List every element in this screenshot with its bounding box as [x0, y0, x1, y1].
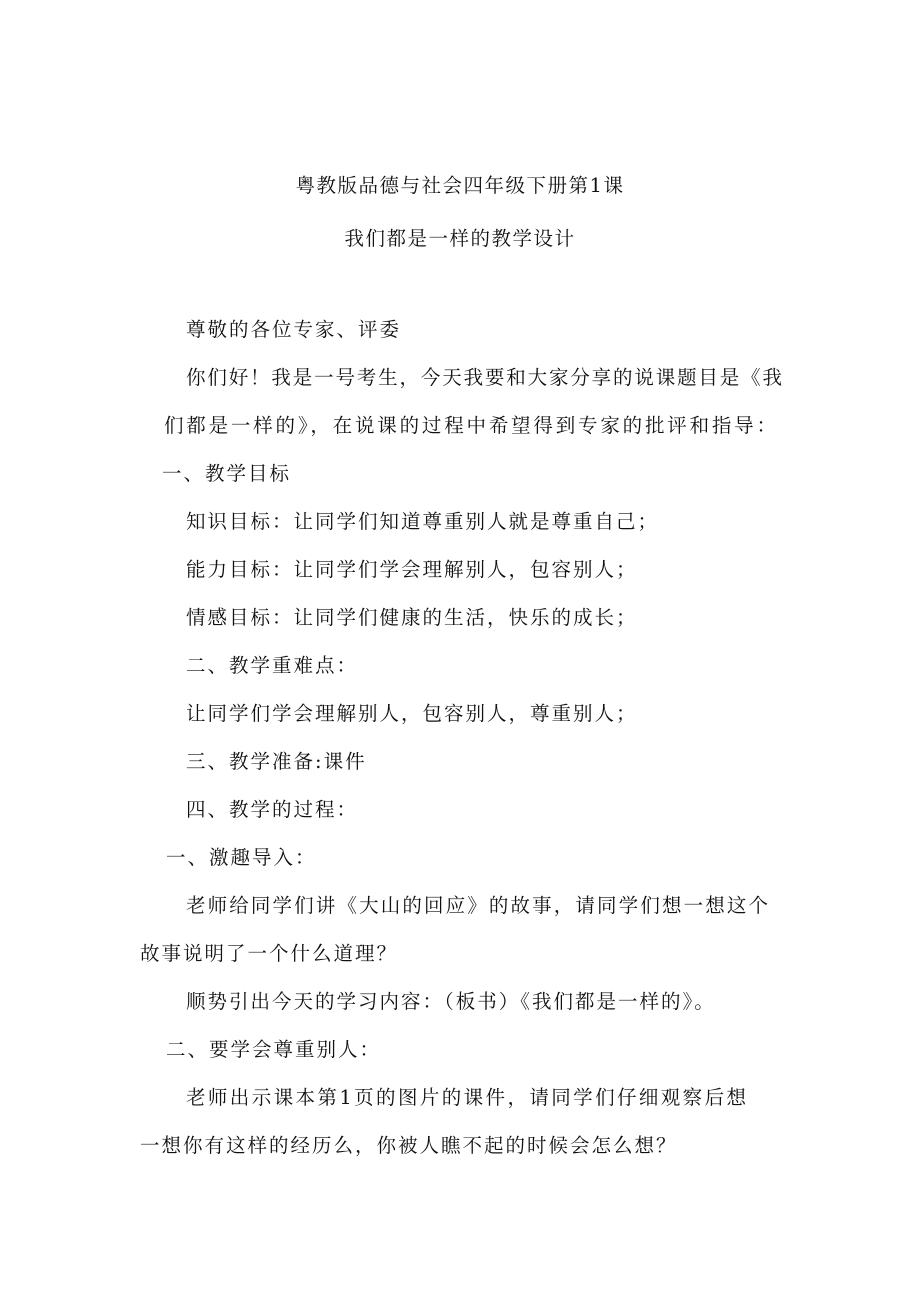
section-heading-process: 四、教学的过程：: [186, 798, 359, 821]
key-points-text: 让同学们学会理解别人，包容别人，尊重别人；: [186, 702, 638, 725]
greeting-line: 尊敬的各位专家、评委: [186, 318, 402, 341]
knowledge-goal: 知识目标：让同学们知道尊重别人就是尊重自己；: [186, 510, 660, 533]
lead-in-paragraph: 顺势引出今天的学习内容：（板书）《我们都是一样的》。: [186, 990, 716, 1013]
section-heading-teaching-goals: 一、教学目标: [162, 462, 292, 485]
courseware-paragraph-line-1: 老师出示课本第1页的图片的课件，请同学们仔细观察后想: [186, 1086, 746, 1109]
intro-paragraph-line-2: 们都是一样的》，在说课的过程中希望得到专家的批评和指导：: [164, 414, 776, 437]
section-heading-preparation: 三、教学准备:课件: [186, 750, 367, 773]
section-heading-key-points: 二、教学重难点：: [186, 654, 359, 677]
story-paragraph-line-2: 故事说明了一个什么道理？: [140, 942, 399, 965]
emotion-goal: 情感目标：让同学们健康的生活，快乐的成长；: [186, 606, 638, 629]
subsection-heading-introduction: 一、激趣导入：: [166, 846, 317, 869]
ability-goal: 能力目标：让同学们学会理解别人，包容别人；: [186, 558, 638, 581]
intro-paragraph-line-1: 你们好！我是一号考生，今天我要和大家分享的说课题目是《我: [186, 366, 782, 389]
subsection-heading-respect: 二、要学会尊重别人：: [166, 1038, 382, 1061]
courseware-paragraph-line-2: 一想你有这样的经历么，你被人瞧不起的时候会怎么想？: [140, 1134, 678, 1157]
story-paragraph-line-1: 老师给同学们讲《大山的回应》的故事，请同学们想一想这个: [186, 894, 768, 917]
document-title: 粤教版品德与社会四年级下册第1课: [295, 174, 625, 197]
document-subtitle: 我们都是一样的教学设计: [344, 227, 576, 250]
